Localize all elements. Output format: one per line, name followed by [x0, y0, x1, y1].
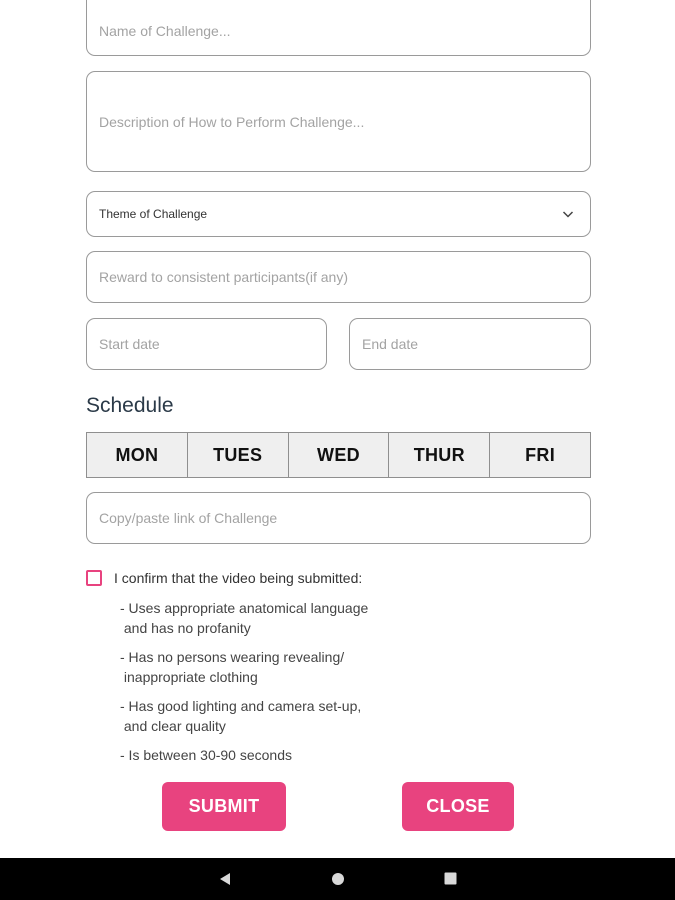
challenge-name-placeholder: Name of Challenge... [99, 23, 231, 39]
day-button-thur[interactable]: THUR [389, 433, 490, 477]
end-date-placeholder: End date [362, 336, 419, 352]
challenge-name-input[interactable] [86, 0, 591, 56]
challenge-link-input[interactable] [86, 492, 591, 544]
bullet-line: - Is between 30-90 seconds [120, 747, 292, 763]
confirm-bullet [120, 598, 368, 638]
close-button[interactable]: CLOSE [402, 782, 514, 831]
chevron-down-icon [562, 208, 574, 220]
schedule-day-selector [86, 432, 591, 478]
confirm-bullet [120, 745, 292, 765]
challenge-description-input[interactable] [86, 71, 591, 172]
confirm-checkbox[interactable] [86, 570, 102, 586]
system-navigation-bar [0, 858, 675, 900]
theme-select-value: Theme of Challenge [99, 207, 208, 221]
bullet-line: and has no profanity [120, 620, 251, 636]
day-button-fri[interactable]: FRI [490, 433, 590, 477]
confirm-bullet [120, 696, 361, 736]
bullet-line: - Has good lighting and camera set-up, [120, 698, 362, 714]
bullet-line: - Has no persons wearing revealing/ [120, 649, 345, 665]
theme-select[interactable] [86, 191, 591, 237]
bullet-line: - Uses appropriate anatomical language [120, 600, 369, 616]
day-button-tues[interactable]: TUES [188, 433, 289, 477]
day-button-mon[interactable]: MON [87, 433, 188, 477]
start-date-input[interactable] [86, 318, 327, 370]
home-icon[interactable] [331, 872, 345, 886]
bullet-line: and clear quality [120, 718, 226, 734]
challenge-description-placeholder: Description of How to Perform Challenge... [99, 113, 365, 130]
reward-input[interactable] [86, 251, 591, 303]
schedule-title: Schedule [86, 394, 174, 417]
day-button-wed[interactable]: WED [289, 433, 390, 477]
confirm-label: I confirm that the video being submitted: [114, 570, 363, 586]
submit-button[interactable]: SUBMIT [162, 782, 286, 831]
start-date-placeholder: Start date [99, 336, 160, 352]
end-date-input[interactable] [349, 318, 591, 370]
back-icon[interactable] [218, 872, 232, 886]
challenge-link-placeholder: Copy/paste link of Challenge [99, 510, 278, 526]
confirm-bullet [120, 647, 344, 687]
reward-placeholder: Reward to consistent participants(if any) [99, 269, 348, 285]
bullet-line: inappropriate clothing [120, 669, 258, 685]
recent-apps-icon[interactable] [444, 872, 457, 885]
